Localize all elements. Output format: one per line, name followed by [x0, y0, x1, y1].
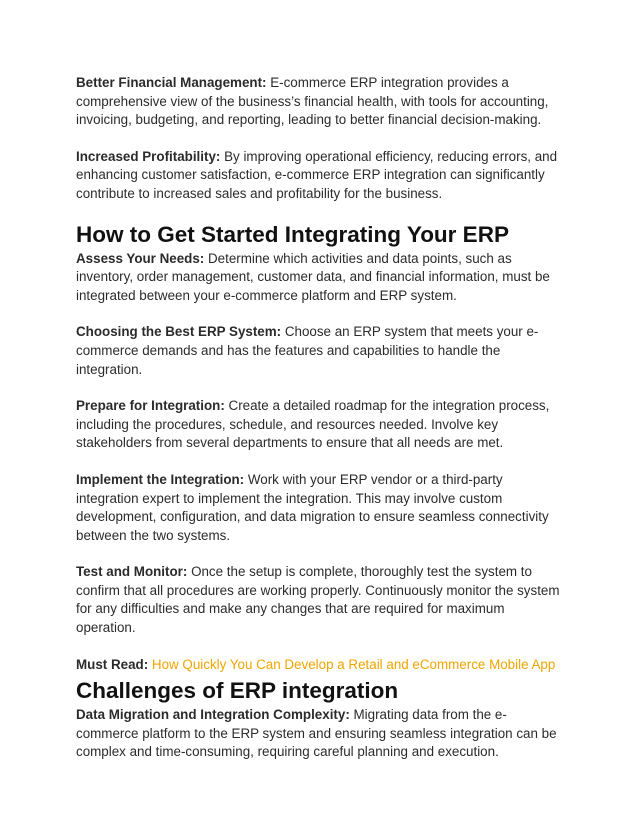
must-read-line	[76, 656, 566, 675]
paragraph-lead: Test and Monitor:	[76, 564, 188, 580]
paragraph-test-monitor	[76, 563, 566, 637]
paragraph-choosing-erp	[76, 323, 566, 379]
paragraph-lead: Prepare for Integration:	[76, 398, 225, 414]
paragraph-lead: Data Migration and Integration Complexity:	[76, 707, 350, 723]
paragraph-lead: Assess Your Needs:	[76, 250, 205, 266]
document-page	[76, 74, 566, 780]
must-read-label: Must Read:	[76, 656, 149, 672]
paragraph-text: Once the setup is complete, thoroughly test the system to confirm that all procedures are working properly. Continuously monitor the system for any difficulties and make any changes that are required for maximum operation.	[76, 564, 560, 636]
paragraph-implement-integration	[76, 471, 566, 545]
paragraph-prepare-integration	[76, 397, 566, 453]
paragraph-data-migration	[76, 706, 566, 762]
heading-getting-started: How to Get Started Integrating Your ERP	[76, 221, 509, 247]
paragraph-assess-needs	[76, 250, 566, 306]
heading-challenges: Challenges of ERP integration	[76, 678, 399, 704]
paragraph-text: Determine which activities and data points, such as inventory, order management, customer data, and financial information, must be integrated between your e-commerce platform and ERP system.	[76, 250, 550, 303]
paragraph-text: E-commerce ERP integration provides a comprehensive view of the business’s financial health, with tools for accounting, invoicing, budgeting, and reporting, leading to better financial decision-making.	[76, 75, 549, 128]
paragraph-text: Migrating data from the e-commerce platform to the ERP system and ensuring seamless integration can be complex and time-consuming, requiring careful planning and execution.	[76, 707, 557, 760]
paragraph-lead: Increased Profitability:	[76, 148, 221, 164]
paragraph-text: By improving operational efficiency, reducing errors, and enhancing customer satisfaction, e-commerce ERP integration can significantly contribute to increased sales and profitability for the business.	[76, 148, 558, 201]
paragraph-better-financial-management	[76, 74, 566, 130]
paragraph-text: Create a detailed roadmap for the integration process, including the procedures, schedule, and resources needed. Involve key stakeholders from several departments to ensure that all needs are met.	[76, 398, 550, 451]
paragraph-lead: Better Financial Management:	[76, 75, 267, 90]
must-read-link[interactable]: How Quickly You Can Develop a Retail and eCommerce Mobile App	[151, 656, 556, 672]
paragraph-lead: Implement the Integration:	[76, 471, 245, 487]
paragraph-text: Work with your ERP vendor or a third-party integration expert to implement the integration. This may involve custom development, configuration, and data migration to ensure seamless connectivity between the two systems.	[76, 471, 549, 543]
paragraph-lead: Choosing the Best ERP System:	[76, 324, 282, 340]
paragraph-increased-profitability	[76, 148, 566, 204]
paragraph-text: Choose an ERP system that meets your e-commerce demands and has the features and capabilities to handle the integration.	[76, 324, 539, 377]
